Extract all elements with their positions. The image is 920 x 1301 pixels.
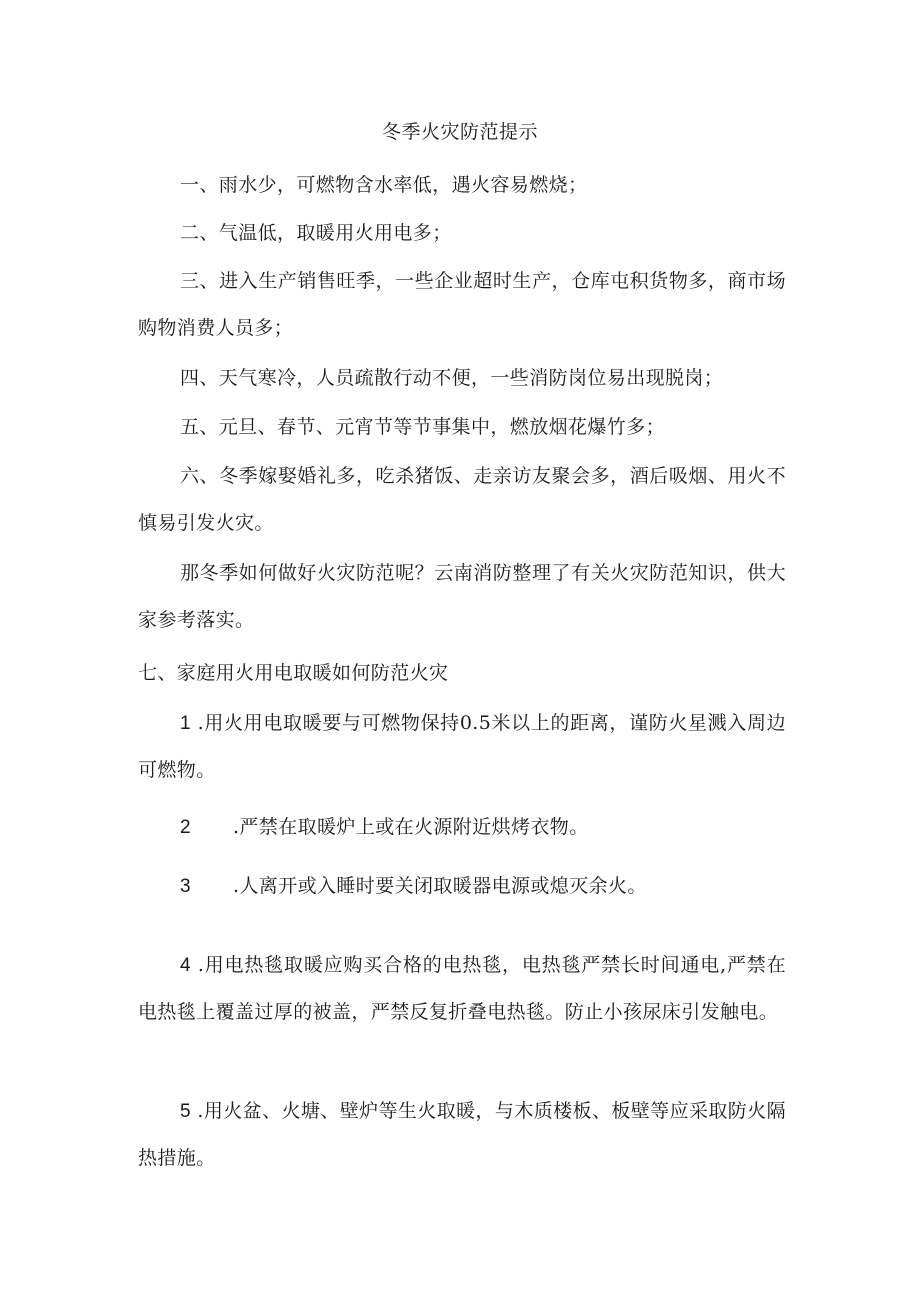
list-item-number: 2 xyxy=(180,817,191,838)
list-item-3 xyxy=(138,863,786,910)
paragraph-3: 三、进入生产销售旺季，一些企业超时生产，仓库屯积货物多，商市场购物消费人员多； xyxy=(138,270,786,339)
section-heading: 七、家庭用火用电取暖如何防范火灾 xyxy=(138,662,449,684)
list-item-number: 4 xyxy=(180,955,191,976)
paragraph-5: 五、元旦、春节、元宵节等节事集中，燃放烟花爆竹多； xyxy=(180,416,666,438)
list-item-4 xyxy=(138,942,786,1036)
list-item-1 xyxy=(138,700,786,794)
list-item-text: .严禁在取暖炉上或在火源附近烘烤衣物。 xyxy=(232,816,589,838)
paragraph-1: 一、雨水少，可燃物含水率低，遇火容易燃烧； xyxy=(180,174,588,196)
list-item-number: 3 xyxy=(180,876,191,897)
list-item-number: 1 xyxy=(180,713,191,734)
list-item-text: .人离开或入睡时要关闭取暖器电源或熄灭余火。 xyxy=(232,875,647,897)
list-item-5 xyxy=(138,1088,786,1182)
list-item-text: .用火盆、火塘、壁炉等生火取暖，与木质楼板、板壁等应采取防火隔热措施。 xyxy=(138,1100,786,1169)
paragraph-2: 二、气温低，取暖用火用电多； xyxy=(180,222,452,244)
list-item-text: .用火用电取暖要与可燃物保持0.5米以上的距离，谨防火星溅入周边可燃物。 xyxy=(138,712,786,781)
paragraph-4: 四、天气寒冷，人员疏散行动不便，一些消防岗位易出现脱岗； xyxy=(180,367,724,389)
paragraph-7: 那冬季如何做好火灾防范呢？云南消防整理了有关火灾防范知识，供大家参考落实。 xyxy=(138,562,786,631)
list-item-number: 5 xyxy=(180,1101,191,1122)
list-item-text: .用电热毯取暖应购买合格的电热毯，电热毯严禁长时间通电,严禁在电热毯上覆盖过厚的被盖，严禁反复折叠电热毯。防止小孩尿床引发触电。 xyxy=(138,954,786,1023)
page-title: 冬季火灾防范提示 xyxy=(381,121,538,143)
paragraph-6: 六、冬季嫁娶婚礼多，吃杀猪饭、走亲访友聚会多，酒后吸烟、用火不慎易引发火灾。 xyxy=(138,465,786,534)
list-item-2 xyxy=(138,804,786,851)
